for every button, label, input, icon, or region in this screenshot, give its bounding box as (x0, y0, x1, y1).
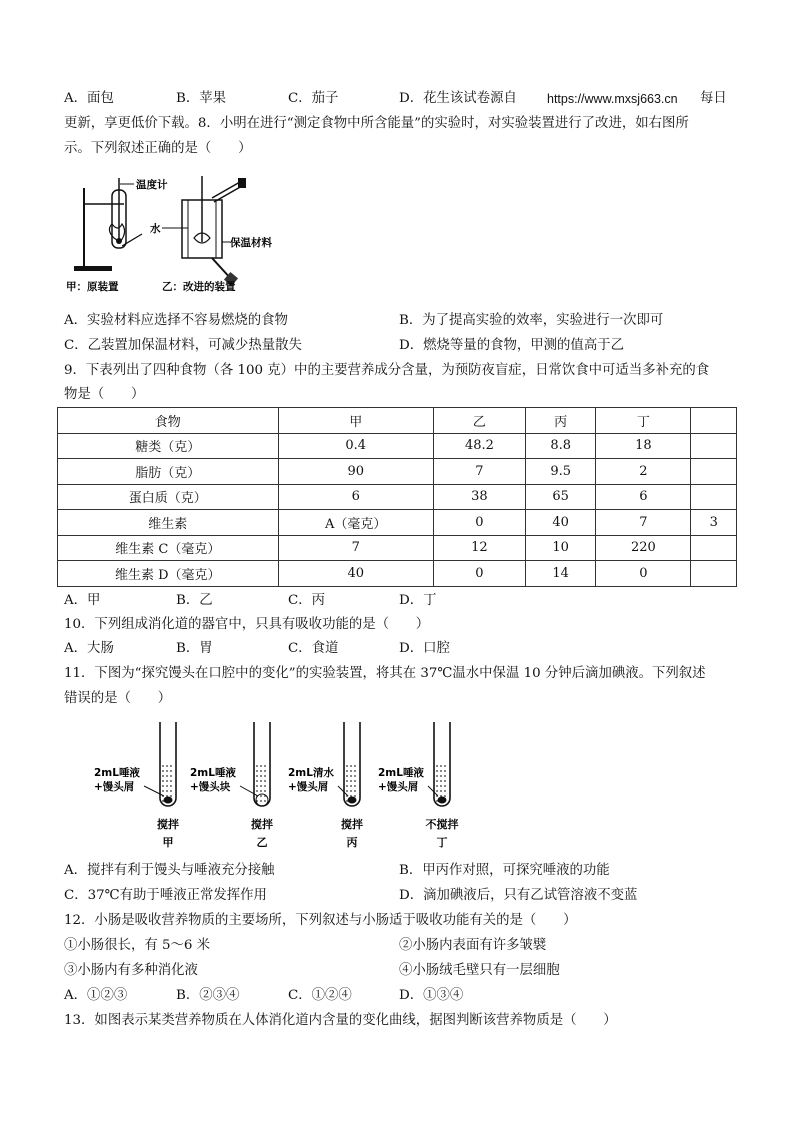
tube-action-label: 不搅拌 (425, 818, 459, 831)
test-tube-4 (378, 722, 459, 849)
q10-option-b: B．胃 (176, 641, 213, 656)
table-cell: 食物 (58, 408, 279, 434)
q7-option-d: D．花生该试卷源自 (399, 91, 517, 106)
table-cell: 7 (278, 535, 433, 561)
table-row (58, 433, 737, 459)
water-label: 水 (150, 223, 161, 235)
table-cell: 维生素 C（毫克） (58, 535, 279, 561)
tube-label-line1: 2mL清水 (288, 767, 334, 779)
q12-option-d: D．①③④ (399, 988, 464, 1003)
q9-option-a: A．甲 (64, 593, 101, 608)
q9-option-d: D．丁 (399, 593, 437, 608)
q11-stem-line2: 错误的是（ ） (64, 691, 172, 706)
q12-option-c: C．①②④ (288, 988, 352, 1003)
table-cell: 维生素 D（毫克） (58, 561, 279, 587)
table-cell: 7 (433, 459, 525, 485)
q7-option-b: B．苹果 (176, 91, 227, 106)
table-cell: 40 (526, 510, 596, 536)
q8-option-c: C．乙装置加保温材料，可减少热量散失 (64, 338, 302, 353)
table-cell: 0 (433, 561, 525, 587)
calorimeter-figure (62, 168, 302, 296)
q12-statement-2: ②小肠内表面有许多皱襞 (399, 938, 547, 953)
table-cell: 7 (596, 510, 691, 536)
thermometer-label: 温度计 (136, 179, 168, 191)
q7-option-a: A．面包 (64, 91, 114, 106)
table-cell: 甲 (278, 408, 433, 434)
tube-action-label: 搅拌 (341, 818, 363, 831)
tube-label-line2: +馒头屑 (288, 781, 329, 793)
nutrition-table (57, 407, 737, 587)
q11-option-c: C．37℃有助于唾液正常发挥作用 (64, 888, 267, 903)
tube-action-label: 搅拌 (157, 818, 179, 831)
q12-option-a: A．①②③ (64, 988, 128, 1003)
q11-option-d: D．滴加碘液后，只有乙试管溶液不变蓝 (399, 888, 638, 903)
test-tube-1 (94, 722, 179, 849)
table-cell: 脂肪（克） (58, 459, 279, 485)
tube-label-line1: 2mL唾液 (94, 767, 140, 779)
q8-stem-line2: 示。下列叙述正确的是（ ） (64, 141, 252, 156)
table-row (58, 459, 737, 485)
q9-option-c: C．丙 (288, 593, 326, 608)
table-cell: 38 (433, 484, 525, 510)
tube-label-line1: 2mL唾液 (378, 767, 424, 779)
table-cell (691, 433, 737, 459)
table-cell: 糖类（克） (58, 433, 279, 459)
q12-statement-3: ③小肠内有多种消化液 (64, 963, 198, 978)
table-cell: 40 (278, 561, 433, 587)
table-cell (691, 459, 737, 485)
q11-option-a: A．搅拌有利于馒头与唾液充分接触 (64, 863, 275, 878)
q12-statement-1: ①小肠很长，有 5～6 米 (64, 938, 211, 953)
table-cell (691, 408, 737, 434)
table-row (58, 535, 737, 561)
table-row (58, 484, 737, 510)
table-cell: 0 (596, 561, 691, 587)
tube-label-line2: +馒头屑 (378, 781, 419, 793)
q12-stem: 12．小肠是吸收营养物质的主要场所，下列叙述与小肠适于吸收功能有关的是（ ） (64, 913, 577, 928)
table-cell: 维生素 (58, 510, 279, 536)
q9-stem-line2: 物是（ ） (64, 387, 145, 402)
table-cell: 丙 (526, 408, 596, 434)
table-cell: 0 (433, 510, 525, 536)
q8-option-d: D．燃烧等量的食物，甲测的值高于乙 (399, 338, 624, 353)
q8-stem-line1: 更新，享更低价下载。8．小明在进行“测定食物中所含能量”的实验时，对实验装置进行了改进，如右图所 (64, 116, 689, 131)
insulation-label: 保温材料 (230, 237, 272, 249)
table-cell (691, 535, 737, 561)
q13-stem: 13．如图表示某类营养物质在人体消化道内含量的变化曲线，据图判断该营养物质是（ ） (64, 1013, 617, 1028)
table-cell: 0.4 (278, 433, 433, 459)
table-cell: 3 (691, 510, 737, 536)
tube-action-label: 搅拌 (251, 818, 273, 831)
table-row (58, 561, 737, 587)
table-cell: 12 (433, 535, 525, 561)
q11-stem-line1: 11．下图为“探究馒头在口腔中的变化”的实验装置，将其在 37℃温水中保温 10 分钟后滴加碘液。下列叙述 (64, 666, 706, 681)
tube-label-line1: 2mL唾液 (190, 767, 236, 779)
tube-name-label: 丁 (436, 836, 448, 849)
test-tube-2 (190, 722, 273, 849)
table-cell: 乙 (433, 408, 525, 434)
table-cell: 2 (596, 459, 691, 485)
table-cell: 90 (278, 459, 433, 485)
q12-option-b: B．②③④ (176, 988, 240, 1003)
table-row (58, 408, 737, 434)
q10-stem: 10．下列组成消化道的器官中，只具有吸收功能的是（ ） (64, 617, 430, 632)
table-cell: 48.2 (433, 433, 525, 459)
test-tube-figure (90, 716, 480, 858)
tube-name-label: 甲 (162, 836, 174, 849)
test-tube-3 (288, 722, 363, 849)
q8-option-a: A．实验材料应选择不容易燃烧的食物 (64, 313, 288, 328)
caption-original-device: 甲：原装置 (66, 281, 119, 293)
q9-stem-line1: 9．下表列出了四种食物（各 100 克）中的主要营养成分含量，为预防夜盲症，日常饮食中可适当多补充的食 (64, 363, 710, 378)
table-cell: A（毫克） (278, 510, 433, 536)
table-cell: 10 (526, 535, 596, 561)
tube-name-label: 乙 (256, 836, 268, 849)
table-cell: 8.8 (526, 433, 596, 459)
q10-option-d: D．口腔 (399, 641, 450, 656)
table-cell: 6 (278, 484, 433, 510)
table-cell (691, 561, 737, 587)
table-cell: 14 (526, 561, 596, 587)
q7-tail-text: 每日 (700, 91, 727, 106)
q7-options-line (64, 88, 114, 110)
table-cell: 丁 (596, 408, 691, 434)
table-cell: 6 (596, 484, 691, 510)
q11-option-b: B．甲丙作对照，可探究唾液的功能 (399, 863, 610, 878)
table-cell: 蛋白质（克） (58, 484, 279, 510)
q8-option-b: B．为了提高实验的效率，实验进行一次即可 (399, 313, 664, 328)
q9-option-b: B．乙 (176, 593, 213, 608)
table-cell: 18 (596, 433, 691, 459)
tube-label-line2: +馒头块 (190, 781, 231, 793)
caption-improved-device: 乙：改进的装置 (162, 281, 236, 293)
q10-option-c: C．食道 (288, 641, 339, 656)
table-cell: 9.5 (526, 459, 596, 485)
q7-option-c: C．茄子 (288, 91, 339, 106)
table-row (58, 510, 737, 536)
table-cell (691, 484, 737, 510)
table-cell: 220 (596, 535, 691, 561)
tube-name-label: 丙 (346, 836, 358, 849)
table-cell: 65 (526, 484, 596, 510)
q10-option-a: A．大肠 (64, 641, 114, 656)
q12-statement-4: ④小肠绒毛壁只有一层细胞 (399, 963, 560, 978)
source-url-link[interactable]: https://www.mxsj663.cn (547, 92, 678, 106)
tube-label-line2: +馒头屑 (94, 781, 135, 793)
